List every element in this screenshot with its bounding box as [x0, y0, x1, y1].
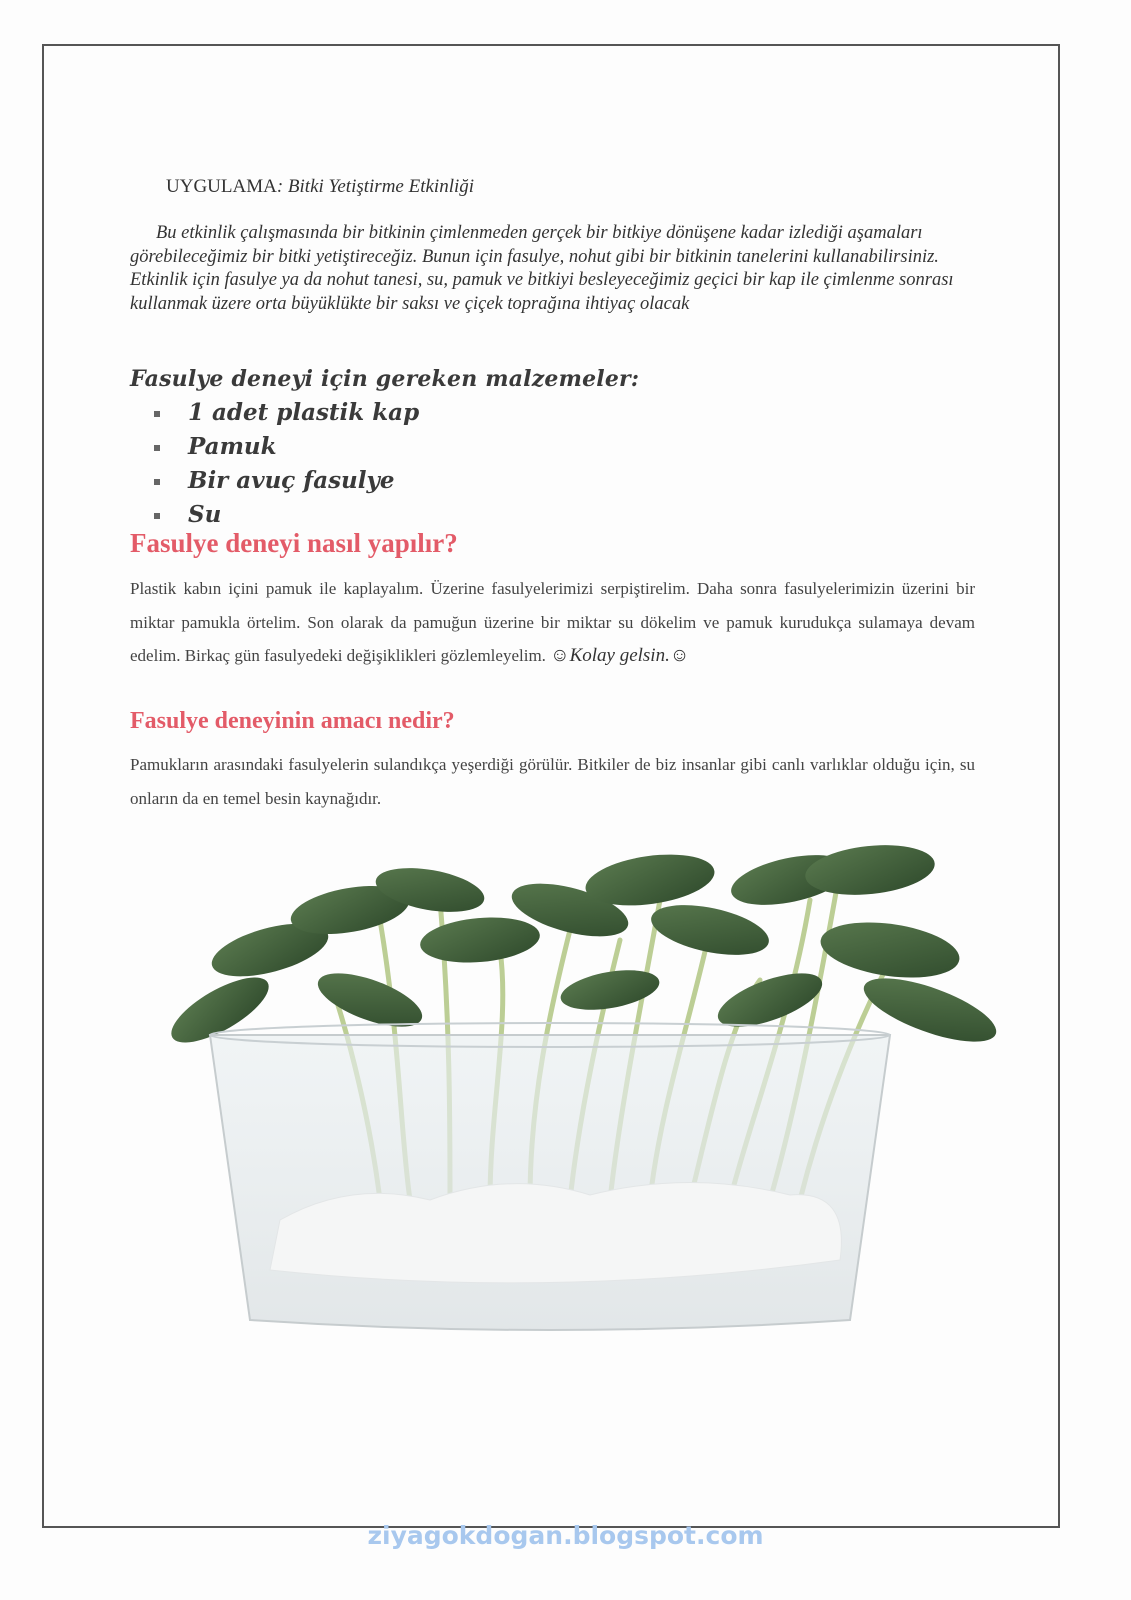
bullet-icon: [154, 479, 160, 485]
closing-note: ☺Kolay gelsin.☺: [550, 645, 690, 666]
bean-sprouts-image: [150, 840, 1010, 1360]
activity-subtitle: : Bitki Yetiştirme Etkinliği: [276, 176, 475, 197]
list-item: [150, 464, 419, 498]
material-label: Su: [188, 501, 222, 528]
material-label: Pamuk: [188, 433, 277, 460]
activity-title: [166, 176, 474, 198]
list-item: [150, 430, 419, 464]
purpose-heading: Fasulye deneyinin amacı nedir?: [130, 708, 455, 734]
bullet-icon: [154, 513, 160, 519]
activity-label: UYGULAMA: [166, 176, 277, 197]
bullet-icon: [154, 411, 160, 417]
material-label: 1 adet plastik kap: [188, 399, 420, 426]
how-heading: Fasulye deneyi nasıl yapılır?: [130, 528, 458, 558]
how-paragraph: [130, 572, 975, 673]
list-item: [150, 396, 419, 430]
purpose-paragraph: Pamukların arasındaki fasulyelerin sulandıkça yeşerdiği görülür. Bitkiler de biz insanlar gibi canlı varlıklar olduğu için, su onların da en temel besin kaynağıdır.: [130, 755, 975, 808]
list-item: [150, 498, 419, 532]
bullet-icon: [154, 445, 160, 451]
materials-heading: Fasulye deneyi için gereken malzemeler:: [130, 366, 640, 392]
footer-url: ziyagokdogan.blogspot.com: [367, 1521, 764, 1550]
materials-list: [150, 396, 419, 532]
how-text: Plastik kabın içini pamuk ile kaplayalım. Üzerine fasulyelerimizi serpiştirelim. Daha sonra fasulyelerimizin üzerini bir miktar pamukla örtelim. Son olarak da pamuğun üzerine bir miktar su dökelim ve pamuk kurudukça sulamaya devam edelim. Birkaç gün fasulyedeki değişiklikleri gözlemleyelim.: [130, 579, 975, 665]
intro-paragraph: Bu etkinlik çalışmasında bir bitkinin çimlenmeden gerçek bir bitkiye dönüşene kadar izlediği aşamaları görebileceğimiz bir bitki yetiştireceğiz. Bunun için fasulye, nohut gibi bir bitkinin tanelerini kullanabilirsiniz. Etkinlik için fasulye ya da nohut tanesi, su, pamuk ve bitkiyi besleyeceğimiz geçici bir kap ile çimlenme sonrası kullanmak üzere orta büyüklükte bir saksı ve çiçek toprağına ihtiyaç olacak: [130, 223, 954, 314]
material-label: Bir avuç fasulye: [188, 467, 395, 494]
